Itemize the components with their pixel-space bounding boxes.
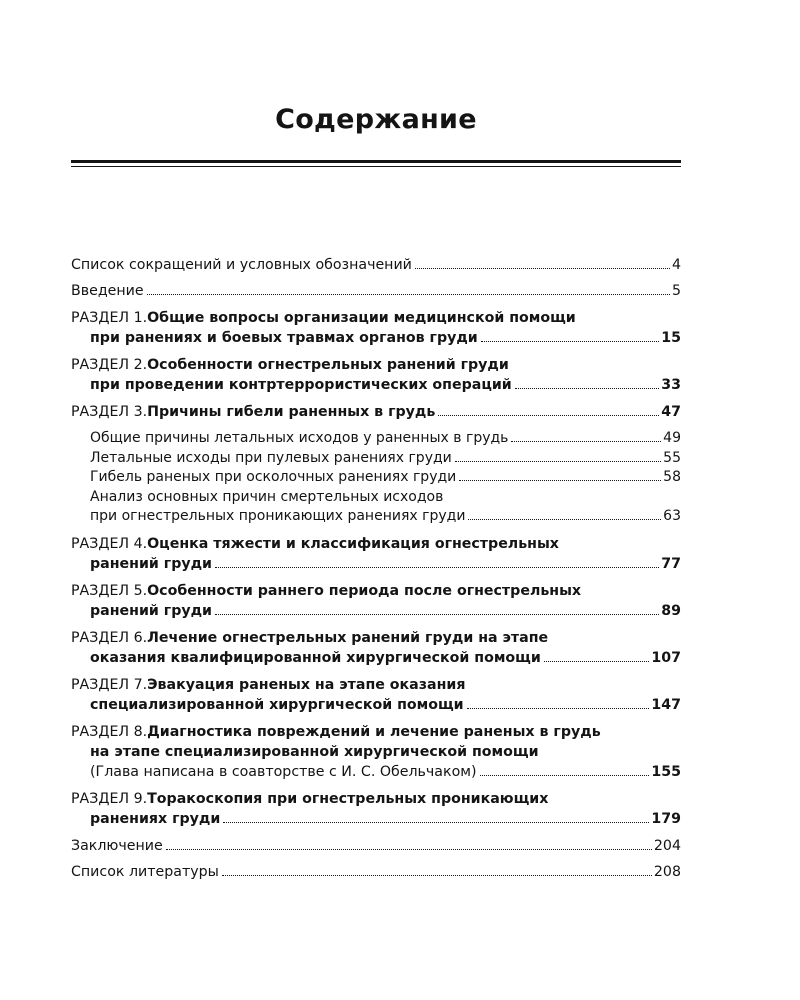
section-prefix: РАЗДЕЛ 4. <box>71 535 148 552</box>
toc-entry-section-5[interactable] <box>71 581 681 621</box>
toc-entry-section-9[interactable] <box>71 789 681 829</box>
title-rule-thick <box>71 160 681 163</box>
section-prefix: РАЗДЕЛ 7. <box>71 676 148 693</box>
dot-leader <box>223 822 649 823</box>
toc-page-number: 4 <box>671 257 681 273</box>
toc-subentry[interactable] <box>71 449 681 469</box>
dot-leader <box>215 614 659 615</box>
toc-subentry-line-1[interactable] <box>71 488 681 508</box>
toc-entry-title: Список сокращений и условных обозначений <box>71 257 412 273</box>
toc-page-number: 58 <box>663 469 681 485</box>
toc-page-number: 33 <box>661 377 681 393</box>
toc-page-number: 5 <box>671 283 681 299</box>
toc-page-number: 204 <box>653 837 681 854</box>
toc-entry-title: Список литературы <box>71 863 219 880</box>
toc-page-number: 47 <box>661 404 681 420</box>
dot-leader <box>438 415 659 416</box>
dot-leader <box>511 441 661 442</box>
toc-subentry-title: Анализ основных причин смертельных исходов <box>90 488 444 505</box>
dot-leader <box>481 341 659 342</box>
toc-page-number: 179 <box>651 810 681 827</box>
section-prefix: РАЗДЕЛ 9. <box>71 790 148 807</box>
toc-subentry[interactable] <box>71 468 681 488</box>
toc-entry-section-2[interactable] <box>71 355 681 395</box>
toc-page-number: 55 <box>663 449 681 466</box>
table-of-contents <box>71 255 681 889</box>
toc-subentry-title: Гибель раненых при осколочных ранениях груди <box>90 469 457 485</box>
toc-entry-introduction[interactable] <box>71 281 681 301</box>
section-title-line-2: ранениях груди <box>90 810 221 827</box>
dot-leader <box>480 775 650 776</box>
toc-page-number: 49 <box>663 430 681 446</box>
toc-page-number: 15 <box>661 330 681 346</box>
dot-leader <box>166 849 652 850</box>
toc-entry-conclusion[interactable] <box>71 836 681 856</box>
section-prefix: РАЗДЕЛ 6. <box>71 629 148 646</box>
section-title-line-1: Диагностика повреждений и лечение раненых в грудь <box>147 723 601 740</box>
section-title-line-2: при проведении контртеррористических операций <box>90 377 512 393</box>
toc-entry-section-3[interactable] <box>71 402 681 422</box>
toc-entry-abbreviations[interactable] <box>71 255 681 275</box>
section-title-line-2: ранений груди <box>90 602 212 619</box>
section-title-line-1: Общие вопросы организации медицинской помощи <box>147 310 576 326</box>
toc-entry-section-8[interactable] <box>71 722 681 782</box>
dot-leader <box>215 567 659 568</box>
toc-page-number: 107 <box>651 649 681 666</box>
section-prefix: РАЗДЕЛ 8. <box>71 723 148 740</box>
section-prefix: РАЗДЕЛ 3. <box>71 404 148 420</box>
toc-entry-references[interactable] <box>71 862 681 882</box>
toc-subentry-title: Общие причины летальных исходов у раненных в грудь <box>90 430 509 446</box>
toc-entry-title: Заключение <box>71 837 163 854</box>
dot-leader <box>544 661 650 662</box>
dot-leader <box>147 294 670 295</box>
dot-leader <box>515 388 660 389</box>
toc-subentry-line-2[interactable] <box>71 507 681 527</box>
section-title-line-1: Эвакуация раненых на этапе оказания <box>147 676 466 693</box>
section-title-line-1: Причины гибели раненных в грудь <box>147 404 436 420</box>
toc-page-number: 63 <box>663 508 681 524</box>
toc-subentries-section-3 <box>71 429 681 527</box>
toc-subentry-title: Летальные исходы при пулевых ранениях груди <box>90 449 452 466</box>
toc-subentry-title: при огнестрельных проникающих ранениях груди <box>90 508 466 524</box>
toc-entry-section-6[interactable] <box>71 628 681 668</box>
section-title-line-2: оказания квалифицированной хирургической помощи <box>90 649 541 666</box>
toc-entry-section-4[interactable] <box>71 534 681 574</box>
section-title-line-2: специализированной хирургической помощи <box>90 696 464 713</box>
section-note: (Глава написана в соавторстве с И. С. Обельчаком) <box>90 763 477 780</box>
dot-leader <box>455 461 661 462</box>
dot-leader <box>467 708 650 709</box>
dot-leader <box>459 480 661 481</box>
toc-entry-section-7[interactable] <box>71 675 681 715</box>
section-title-line-1: Оценка тяжести и классификация огнестрельных <box>147 535 559 552</box>
dot-leader <box>222 875 652 876</box>
title-rule-thin <box>71 166 681 167</box>
toc-entry-section-1[interactable] <box>71 308 681 348</box>
toc-page-number: 147 <box>651 696 681 713</box>
section-title-line-2: на этапе специализированной хирургической помощи <box>90 743 539 760</box>
dot-leader <box>415 268 670 269</box>
section-prefix: РАЗДЕЛ 1. <box>71 310 148 326</box>
section-title-line-1: Торакоскопия при огнестрельных проникающих <box>147 790 549 807</box>
section-title-line-1: Лечение огнестрельных ранений груди на этапе <box>147 629 549 646</box>
toc-page-number: 208 <box>653 863 681 880</box>
toc-page-number: 77 <box>661 555 681 572</box>
section-title-line-2: ранений груди <box>90 555 212 572</box>
dot-leader <box>468 519 661 520</box>
section-title-line-2: при ранениях и боевых травмах органов груди <box>90 330 478 346</box>
section-title-line-1: Особенности огнестрельных ранений груди <box>147 357 509 373</box>
toc-page-number: 89 <box>661 602 681 619</box>
section-title-line-1: Особенности раннего периода после огнестрельных <box>147 582 582 599</box>
section-prefix: РАЗДЕЛ 2. <box>71 357 148 373</box>
section-prefix: РАЗДЕЛ 5. <box>71 582 148 599</box>
toc-entry-title: Введение <box>71 283 144 299</box>
toc-subentry[interactable] <box>71 429 681 449</box>
toc-page-number: 155 <box>651 763 681 780</box>
page-title: Содержание <box>275 104 477 135</box>
